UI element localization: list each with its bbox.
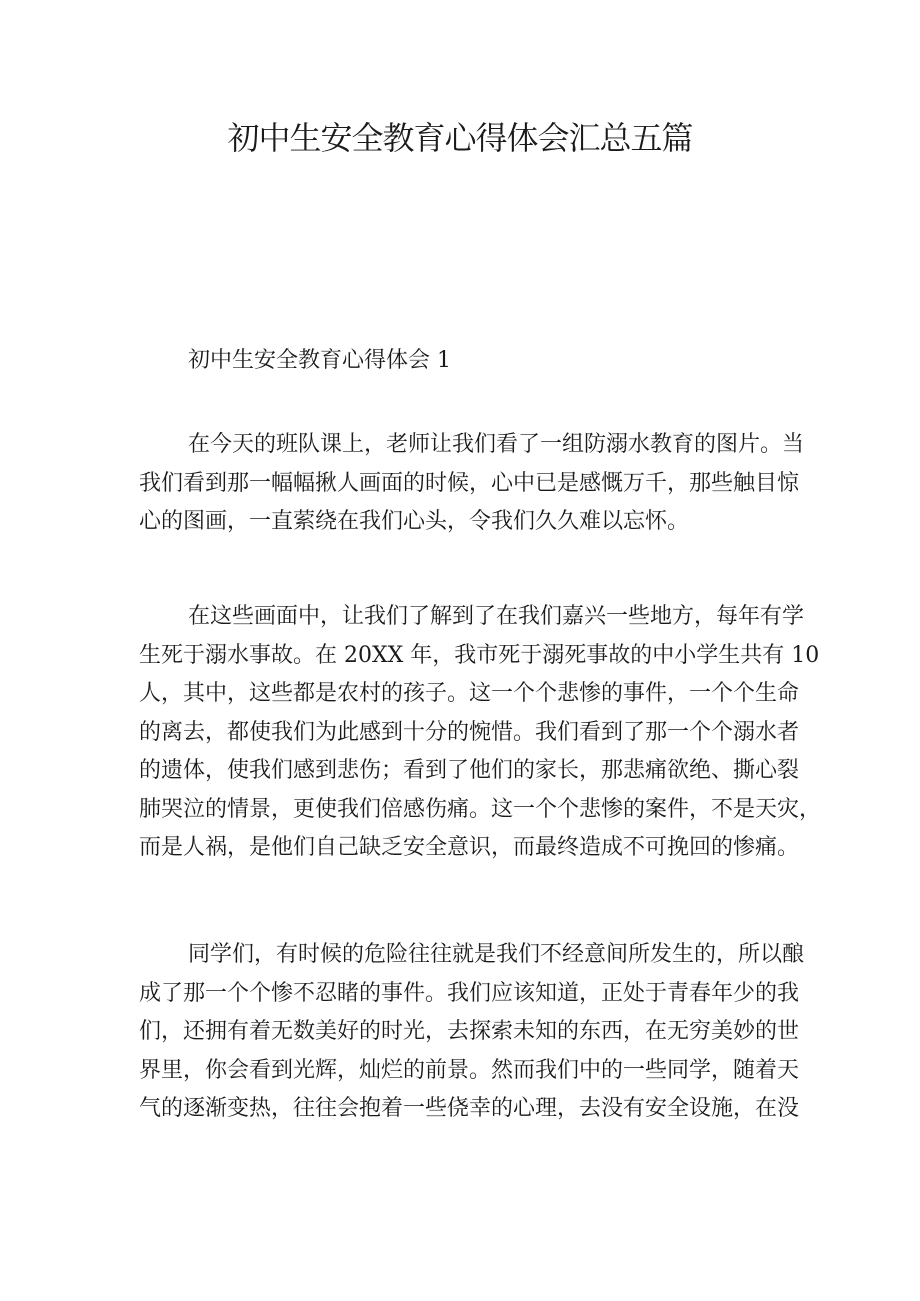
paragraph-line: 在这些画面中，让我们了解到了在我们嘉兴一些地方，每年有学 bbox=[188, 604, 805, 629]
paragraph-line: 界里，你会看到光辉，灿烂的前景。然而我们中的一些同学，随着天 bbox=[139, 1057, 800, 1083]
paragraph-line: 人，其中，这些都是农村的孩子。这一个个悲惨的事件，一个个生命 bbox=[139, 681, 800, 706]
paragraph-line: 们，还拥有着无数美好的时光，去探索未知的东西，在无穷美妙的世 bbox=[139, 1019, 800, 1044]
paragraph-line: 而是人祸，是他们自己缺乏安全意识，而最终造成不可挽回的惨痛。 bbox=[139, 835, 800, 860]
document-title: 初中生安全教育心得体会汇总五篇 bbox=[227, 119, 693, 157]
paragraph-line: 成了那一个个惨不忍睹的事件。我们应该知道，正处于青春年少的我 bbox=[139, 980, 800, 1006]
paragraph-line: 生死于溺水事故。在 20XX 年，我市死于溺死事故的中小学生共有 10 bbox=[139, 642, 820, 668]
paragraph-line: 肺哭泣的情景，更使我们倍感伤痛。这一个个悲惨的案件，不是天灾， bbox=[139, 796, 822, 822]
paragraph-3 bbox=[139, 936, 805, 1129]
paragraph-line: 的离去，都使我们为此感到十分的惋惜。我们看到了那一个个溺水者 bbox=[139, 719, 800, 745]
paragraph-line: 我们看到那一幅幅揪人画面的时候，心中已是感慨万千，那些触目惊 bbox=[139, 470, 800, 496]
section-heading: 初中生安全教育心得体会 1 bbox=[188, 348, 451, 373]
paragraph-line: 同学们，有时候的危险往往就是我们不经意间所发生的，所以酿 bbox=[188, 942, 805, 967]
paragraph-line: 的遗体，使我们感到悲伤；看到了他们的家长，那悲痛欲绝、撕心裂 bbox=[139, 758, 800, 783]
paragraph-2 bbox=[139, 598, 822, 868]
paragraph-line: 气的逐渐变热，往往会抱着一些侥幸的心理，去没有安全设施，在没 bbox=[139, 1096, 800, 1121]
paragraph-1 bbox=[139, 426, 805, 542]
paragraph-line: 在今天的班队课上，老师让我们看了一组防溺水教育的图片。当 bbox=[188, 432, 805, 457]
paragraph-line: 心的图画，一直萦绕在我们心头，令我们久久难以忘怀。 bbox=[139, 509, 690, 534]
